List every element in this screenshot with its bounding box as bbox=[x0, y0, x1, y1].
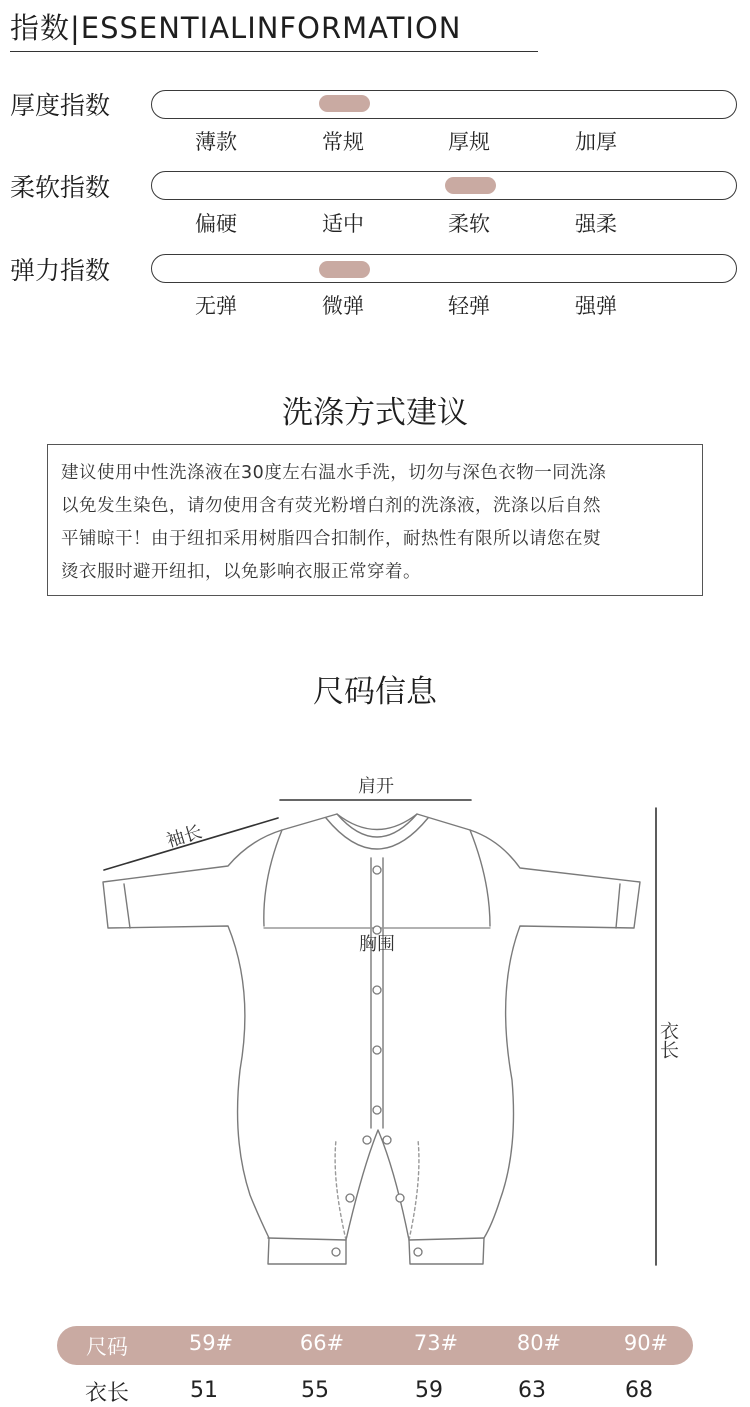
size-header-cell: 73# bbox=[413, 1331, 459, 1355]
size-header-cell: 90# bbox=[623, 1331, 669, 1355]
index-knob bbox=[319, 261, 370, 278]
index-tick: 强柔 bbox=[575, 212, 617, 236]
index-tick: 轻弹 bbox=[448, 294, 490, 318]
washing-line: 以免发生染色，请勿使用含有荧光粉增白剂的洗涤液，洗涤以后自然 bbox=[61, 496, 601, 516]
size-row-value: 59 bbox=[415, 1378, 443, 1403]
size-row-value: 68 bbox=[625, 1378, 653, 1403]
header-divider bbox=[10, 51, 538, 52]
index-track-elasticity bbox=[151, 254, 737, 283]
index-tick: 偏硬 bbox=[195, 212, 237, 236]
index-tick: 强弹 bbox=[575, 294, 617, 318]
size-row-value: 55 bbox=[301, 1378, 329, 1403]
index-label-elasticity: 弹力指数 bbox=[10, 256, 111, 285]
size-header-cell: 66# bbox=[299, 1331, 345, 1355]
index-track-thickness bbox=[151, 90, 737, 119]
index-knob bbox=[445, 177, 496, 194]
size-header-label: 尺码 bbox=[86, 1335, 128, 1359]
index-label-thickness: 厚度指数 bbox=[10, 91, 111, 120]
index-tick: 柔软 bbox=[448, 212, 490, 236]
diagram-label-shoulder: 肩开 bbox=[358, 776, 394, 797]
size-info-title: 尺码信息 bbox=[313, 674, 437, 710]
washing-title: 洗涤方式建议 bbox=[282, 395, 468, 431]
index-tick: 适中 bbox=[322, 212, 364, 236]
washing-line: 平铺晾干！由于纽扣采用树脂四合扣制作，耐热性有限所以请您在熨 bbox=[61, 529, 601, 549]
index-tick: 无弹 bbox=[195, 294, 237, 318]
index-tick: 薄款 bbox=[195, 130, 237, 154]
diagram-label-length: 衣长 bbox=[657, 1021, 679, 1059]
washing-line: 建议使用中性洗涤液在30度左右温水手洗，切勿与深色衣物一同洗涤 bbox=[61, 463, 607, 483]
size-row-label: 衣长 bbox=[84, 1381, 129, 1406]
index-tick: 微弹 bbox=[322, 294, 364, 318]
index-tick: 厚规 bbox=[448, 130, 490, 154]
washing-instructions bbox=[47, 444, 703, 596]
index-label-softness: 柔软指数 bbox=[10, 173, 111, 202]
page-title: 指数|ESSENTIALINFORMATION bbox=[10, 11, 462, 45]
diagram-label-chest: 胸围 bbox=[359, 934, 395, 955]
diagram-label-sleeve: 袖长 bbox=[164, 821, 205, 853]
size-row-value: 63 bbox=[518, 1378, 546, 1403]
index-track-softness bbox=[151, 171, 737, 200]
index-tick: 常规 bbox=[322, 130, 364, 154]
size-row-value: 51 bbox=[190, 1378, 218, 1403]
size-header-cell: 80# bbox=[516, 1331, 562, 1355]
washing-line: 烫衣服时避开纽扣，以免影响衣服正常穿着。 bbox=[61, 562, 421, 582]
size-header-cell: 59# bbox=[188, 1331, 234, 1355]
romper-diagram bbox=[0, 760, 750, 1280]
size-header-bar bbox=[57, 1326, 693, 1365]
index-tick: 加厚 bbox=[575, 130, 617, 154]
index-knob bbox=[319, 95, 370, 112]
